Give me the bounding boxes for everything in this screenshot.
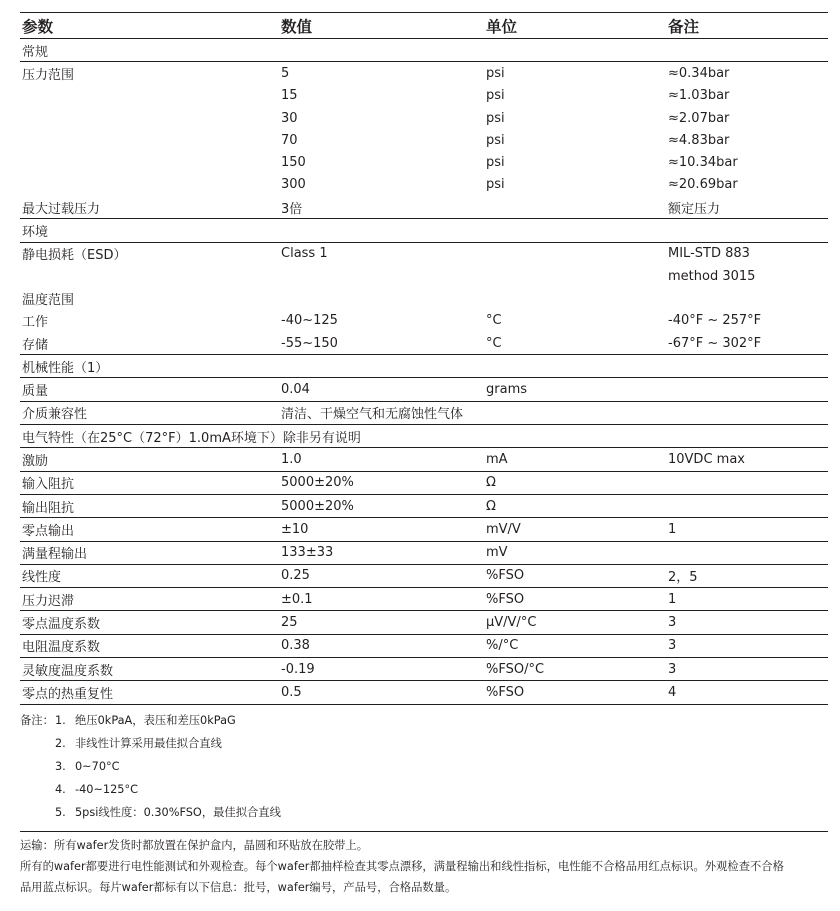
table-row [20, 541, 828, 564]
footnote-item [20, 755, 828, 778]
note-cell: 额定压力 [666, 196, 828, 219]
table-row [20, 518, 828, 541]
param-label: 电阻温度系数 [20, 634, 279, 657]
unit-cell: psi [486, 177, 505, 193]
note-cell [666, 471, 828, 494]
note-cell [666, 541, 828, 564]
value-cell: 5 [281, 65, 290, 81]
spec-table [20, 12, 828, 705]
note-cell: ≈2.07bar [668, 110, 730, 126]
param-label: 零点温度系数 [20, 611, 279, 634]
table-row [20, 448, 828, 471]
table-row [20, 634, 828, 657]
value-cell: 0.04 [279, 378, 484, 401]
section-title: 环境 [20, 219, 828, 242]
header-note: 备注 [666, 13, 828, 39]
table-row [20, 107, 828, 129]
note-cell: ≈0.34bar [668, 65, 730, 81]
footnote-number: 5. [55, 805, 66, 819]
header-param: 参数 [20, 13, 279, 39]
param-label: 激励 [20, 448, 279, 471]
unit-cell: %/°C [484, 634, 666, 657]
param-label: 零点输出 [20, 518, 279, 541]
shipping-info [20, 831, 828, 898]
footnote-number: 4. [55, 782, 66, 796]
table-row [20, 588, 828, 611]
unit-cell [484, 196, 666, 219]
note-cell [666, 378, 828, 401]
table-row [20, 85, 828, 107]
footnote-item [20, 778, 828, 801]
table-row [20, 151, 828, 173]
header-value: 数值 [279, 13, 484, 39]
param-label: 压力迟滞 [20, 588, 279, 611]
value-cell: 133±33 [279, 541, 484, 564]
value-cell: 0.25 [279, 564, 484, 587]
table-row [20, 287, 828, 309]
table-row [20, 242, 828, 265]
table-row [20, 401, 828, 424]
unit-cell: %FSO [484, 681, 666, 704]
section-title: 机械性能（1） [20, 355, 828, 378]
footnote-text: 0~70°C [75, 759, 120, 773]
table-row [20, 174, 828, 196]
note-cell: -67°F ~ 302°F [666, 332, 828, 355]
note-cell: MIL-STD 883 [668, 246, 750, 262]
value-cell: 300 [281, 177, 306, 193]
footnote-number: 3. [55, 759, 66, 773]
section-title: 常规 [20, 39, 828, 62]
footnote-item [20, 801, 828, 824]
footnote-item [20, 709, 828, 732]
section-mechanical [20, 355, 828, 378]
footnotes [20, 709, 828, 824]
note-cell: 3 [666, 611, 828, 634]
note-cell: 4 [666, 681, 828, 704]
note-cell: ≈1.03bar [668, 88, 730, 104]
inspection-line-cont: 品用蓝点标识。每片wafer都标有以下信息：批号，wafer编号，产品号，合格品数量。 [20, 880, 457, 894]
footnote-number: 2. [55, 736, 66, 750]
unit-cell: %FSO/°C [484, 658, 666, 681]
table-row [20, 196, 828, 219]
value-cell: 150 [281, 155, 306, 171]
table-row [20, 494, 828, 517]
value-cell: Class 1 [281, 246, 328, 262]
value-cell: -55~150 [279, 332, 484, 355]
unit-cell: mV/V [484, 518, 666, 541]
param-label: 最大过载压力 [20, 196, 279, 219]
table-row [20, 332, 828, 355]
section-environment [20, 219, 828, 242]
shipping-line: 运输：所有wafer发货时都放置在保护盒内，晶圆和环贴放在胶带上。 [20, 838, 369, 852]
value-cell: ±0.1 [279, 588, 484, 611]
unit-cell: psi [486, 88, 505, 104]
param-label: 零点的热重复性 [20, 681, 279, 704]
unit-cell: psi [486, 132, 505, 148]
value-cell: ±10 [279, 518, 484, 541]
param-label: 工作 [22, 315, 49, 331]
note-cell: -40°F ~ 257°F [668, 313, 762, 329]
footnote-number: 1. [55, 713, 66, 727]
value-cell: 70 [281, 132, 298, 148]
unit-cell: psi [486, 65, 505, 81]
table-row [20, 681, 828, 704]
note-cell: 10VDC max [666, 448, 828, 471]
unit-cell: psi [486, 155, 505, 171]
value-cell: 30 [281, 110, 298, 126]
param-label: 输出阻抗 [20, 494, 279, 517]
unit-cell: Ω [484, 494, 666, 517]
value-cell: 清洁、干燥空气和无腐蚀性气体 [279, 401, 828, 424]
unit-cell: mV [484, 541, 666, 564]
table-row [20, 611, 828, 634]
param-label: 输入阻抗 [20, 471, 279, 494]
unit-cell: grams [484, 378, 666, 401]
note-cell: 1 [666, 518, 828, 541]
param-label: 温度范围 [22, 292, 75, 308]
section-title: 电气特性（在25°C（72°F）1.0mA环境下）除非另有说明 [20, 425, 828, 448]
value-cell: 15 [281, 88, 298, 104]
note-cell [666, 494, 828, 517]
note-cell: 3 [666, 634, 828, 657]
param-label: 介质兼容性 [20, 401, 279, 424]
table-row [20, 129, 828, 151]
unit-cell: °C [484, 332, 666, 355]
value-cell: 5000±20% [279, 494, 484, 517]
table-row [20, 471, 828, 494]
inspection-line: 所有的wafer都要进行电性能测试和外观检查。每个wafer都抽样检查其零点漂移，满量程输出和线性指标，电性能不合格品用红点标识。外观检查不合格 [20, 859, 784, 873]
param-label: 压力范围 [22, 67, 75, 83]
footnote-item [20, 732, 828, 755]
table-row [20, 658, 828, 681]
note-cell: 1 [666, 588, 828, 611]
unit-cell: °C [486, 313, 502, 329]
table-header [20, 13, 828, 39]
footnote-text: 5psi线性度：0.30%FSO，最佳拟合直线 [75, 805, 281, 819]
table-row [20, 265, 828, 287]
unit-cell: %FSO [484, 564, 666, 587]
spec-sheet [20, 12, 828, 898]
value-cell: 3倍 [279, 196, 484, 219]
unit-cell: %FSO [484, 588, 666, 611]
note-cell: ≈4.83bar [668, 132, 730, 148]
unit-cell: mA [484, 448, 666, 471]
note-cell: ≈20.69bar [668, 177, 738, 193]
table-row [20, 62, 828, 85]
value-cell: 0.5 [279, 681, 484, 704]
table-row [20, 310, 828, 332]
param-label: 静电损耗（ESD） [22, 248, 127, 264]
param-label: 质量 [20, 378, 279, 401]
param-label: 存储 [20, 332, 279, 355]
value-cell: 5000±20% [279, 471, 484, 494]
unit-cell: psi [486, 110, 505, 126]
unit-cell: Ω [484, 471, 666, 494]
value-cell: -40~125 [281, 313, 338, 329]
footnote-text: -40~125°C [75, 782, 139, 796]
note-cell: 2，5 [666, 564, 828, 587]
value-cell: 25 [279, 611, 484, 634]
note-cell: 3 [666, 658, 828, 681]
unit-cell: μV/V/°C [484, 611, 666, 634]
param-label: 线性度 [20, 564, 279, 587]
value-cell: 1.0 [279, 448, 484, 471]
value-cell: 0.38 [279, 634, 484, 657]
header-unit: 单位 [484, 13, 666, 39]
section-general [20, 39, 828, 62]
table-row [20, 564, 828, 587]
footnote-text: 绝压0kPaA，表压和差压0kPaG [75, 713, 236, 727]
note-cell: ≈10.34bar [668, 155, 738, 171]
table-row [20, 378, 828, 401]
footnote-text: 非线性计算采用最佳拟合直线 [75, 736, 222, 750]
section-electrical [20, 425, 828, 448]
note-cell: method 3015 [668, 268, 756, 284]
param-label: 满量程输出 [20, 541, 279, 564]
value-cell: -0.19 [279, 658, 484, 681]
param-label: 灵敏度温度系数 [20, 658, 279, 681]
footnotes-label: 备注： [20, 713, 54, 727]
